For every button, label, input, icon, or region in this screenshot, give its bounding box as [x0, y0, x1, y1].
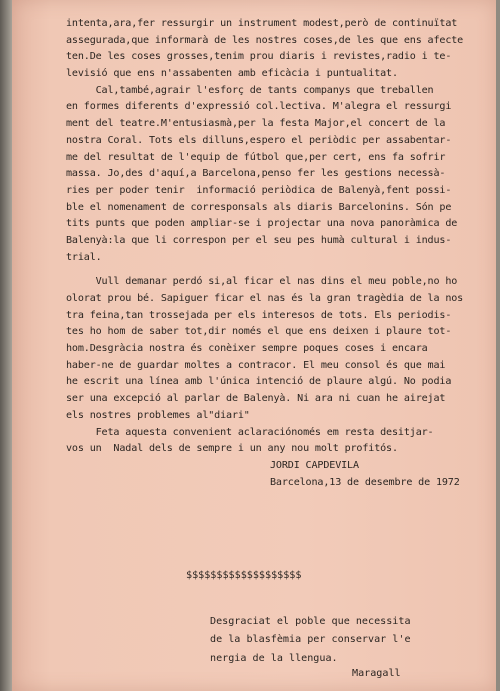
- body-line: en formes diferents d'expressió col.lectiva. M'alegra el ressurgi: [66, 101, 452, 113]
- letter-body: [66, 16, 476, 491]
- body-line: ser una excepció al parlar de Balenyà. Ni ara ni cuan he airejat: [66, 393, 446, 405]
- quote-line: de la blasfèmia per conservar l'e: [210, 634, 411, 646]
- signature-place-date: Barcelona,13 de desembre de 1972: [270, 476, 460, 488]
- body-line: ries per poder tenir informació periòdica de Balenyà,fent possi-: [66, 184, 452, 196]
- body-line: ble el nomenament de corresponsals als diaris Barcelonins. Són pe: [66, 201, 452, 213]
- body-line: vos un Nadal dels de sempre i un any nou molt profitós.: [66, 443, 398, 455]
- closing-quote: [210, 613, 411, 668]
- body-line: Vull demanar perdó si,al ficar el nas dins el meu poble,no ho: [66, 276, 458, 288]
- body-line: massa. Jo,des d'aquí,a Barcelona,penso fer les gestions necessà-: [66, 168, 446, 180]
- body-line: levisió que ens n'assabenten amb eficàcia i puntualitat.: [66, 68, 398, 80]
- quote-line: Desgraciat el poble que necessita: [210, 616, 411, 627]
- body-line: intenta,ara,fer ressurgir un instrument modest,però de continuïtat: [66, 18, 458, 29]
- body-line: els nostres problemes al"diari": [66, 409, 250, 421]
- body-line: tits punts que poden ampliar-se i projectar una nova panoràmica de: [66, 218, 458, 230]
- body-line: nostra Coral. Tots els dilluns,espero el periòdic per assabentar-: [66, 134, 452, 146]
- signature-author: JORDI CAPDEVILA: [270, 459, 359, 471]
- body-line: assegurada,que informarà de les nostres coses,de les que ens afecte: [66, 34, 464, 46]
- body-line: he escrit una línea amb l'única intenció de plaure algú. No podia: [66, 376, 452, 388]
- quote-line: nergia de la llengua.: [210, 652, 338, 664]
- body-line: haber-ne de guardar moltes a contracor. El meu consol és que mai: [66, 359, 446, 371]
- body-line: ten.De les coses grosses,tenim prou diaris i revistes,radio i te-: [66, 51, 452, 63]
- body-line: hom.Desgràcia nostra és conèixer sempre poques coses i encara: [66, 343, 428, 355]
- body-line: tra feina,tan trossejada per els interesos de tots. Els periodis-: [66, 309, 452, 321]
- section-divider: $$$$$$$$$$$$$$$$$$$: [186, 570, 302, 581]
- binding-gutter: [0, 0, 12, 691]
- body-line: ment del teatre.M'entusiasmà,per la festa Major,el concert de la: [66, 118, 446, 130]
- body-line: tes ho hom de saber tot,dir només el que ens deixen i plaure tot-: [66, 326, 452, 338]
- body-line: Cal,també,agrair l'esforç de tants companys que treballen: [66, 84, 434, 96]
- body-line: Balenyà:la que li correspon per el seu pes humà cultural i indus-: [66, 234, 452, 246]
- quote-author: Maragall: [352, 668, 401, 679]
- body-line: trial.: [66, 251, 102, 263]
- body-line: olorat prou bé. Sapiguer ficar el nas és la gran tragèdia de la nos: [66, 293, 464, 304]
- body-line: me del resultat de l'equip de fútbol que,per cert, ens fa sofrir: [66, 151, 446, 163]
- body-line: Feta aquesta convenient aclaraciónomés em resta desitjar-: [66, 426, 434, 438]
